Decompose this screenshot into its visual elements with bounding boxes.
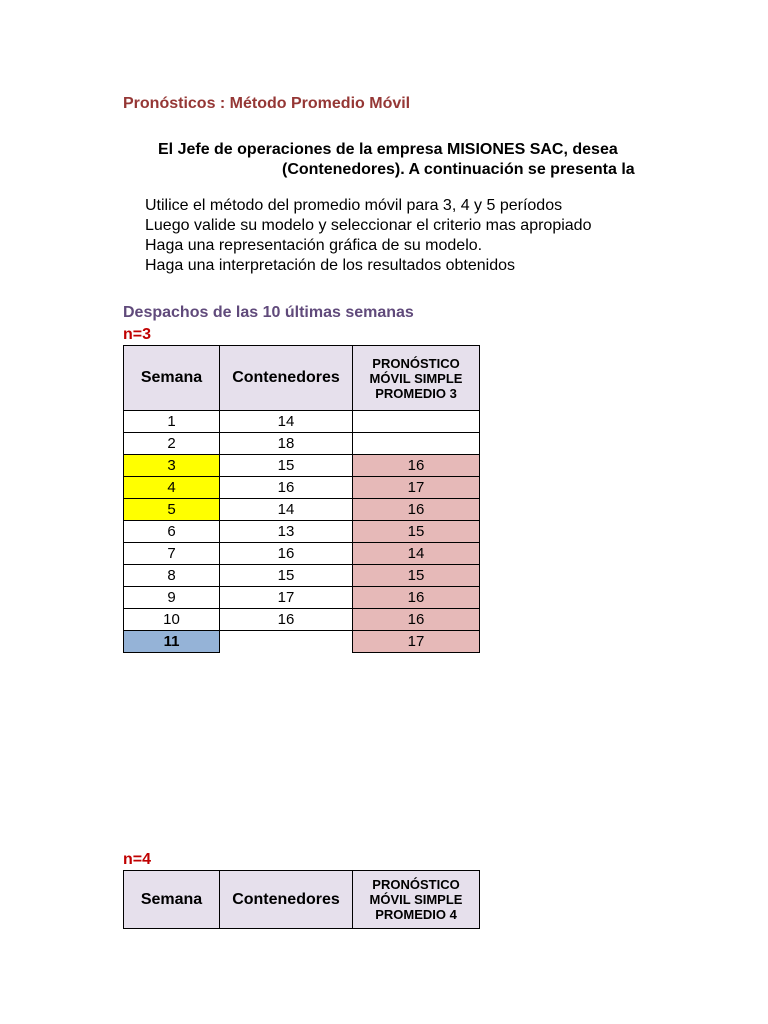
header-row (124, 346, 480, 411)
cell-pronostico: 16 (353, 587, 480, 609)
cell-pronostico: 17 (353, 631, 480, 653)
table-row (124, 499, 480, 521)
header-pronostico: PRONÓSTICO MÓVIL SIMPLE PROMEDIO 4 (353, 871, 480, 929)
cell-semana: 8 (124, 565, 220, 587)
table-row (124, 455, 480, 477)
cell-pronostico: 15 (353, 521, 480, 543)
table-row (124, 609, 480, 631)
cell-semana: 2 (124, 433, 220, 455)
header-pronostico: PRONÓSTICO MÓVIL SIMPLE PROMEDIO 3 (353, 346, 480, 411)
cell-semana: 3 (124, 455, 220, 477)
cell-semana: 1 (124, 411, 220, 433)
section-heading: Despachos de las 10 últimas semanas (123, 304, 414, 321)
task-item: Haga una interpretación de los resultados obtenidos (145, 257, 516, 274)
task-item: Utilice el método del promedio móvil para 3, 4 y 5 períodos (145, 197, 563, 214)
forecast-table-n4 (123, 870, 480, 929)
header-contenedores: Contenedores (220, 871, 353, 929)
cell-pronostico (353, 411, 480, 433)
table-row (124, 543, 480, 565)
table-row (124, 433, 480, 455)
cell-pronostico: 16 (353, 499, 480, 521)
cell-contenedores: 16 (220, 477, 353, 499)
cell-pronostico: 16 (353, 455, 480, 477)
intro-line-2: (Contenedores). A continuación se presenta la (282, 161, 635, 178)
cell-contenedores: 14 (220, 411, 353, 433)
cell-semana: 5 (124, 499, 220, 521)
table-row (124, 587, 480, 609)
cell-contenedores (220, 631, 353, 653)
n3-label: n=3 (123, 326, 152, 343)
cell-pronostico: 15 (353, 565, 480, 587)
table-row (124, 565, 480, 587)
intro-line-1: El Jefe de operaciones de la empresa MISIONES SAC, desea (158, 141, 618, 158)
forecast-table-n3 (123, 345, 480, 653)
cell-pronostico: 17 (353, 477, 480, 499)
cell-semana: 9 (124, 587, 220, 609)
cell-semana: 11 (124, 631, 220, 653)
cell-contenedores: 16 (220, 609, 353, 631)
cell-semana: 7 (124, 543, 220, 565)
header-contenedores: Contenedores (220, 346, 353, 411)
cell-contenedores: 18 (220, 433, 353, 455)
task-item: Haga una representación gráfica de su modelo. (145, 237, 483, 254)
header-semana: Semana (124, 346, 220, 411)
cell-contenedores: 17 (220, 587, 353, 609)
header-semana: Semana (124, 871, 220, 929)
table-row (124, 521, 480, 543)
cell-pronostico (353, 433, 480, 455)
cell-pronostico: 14 (353, 543, 480, 565)
cell-semana: 6 (124, 521, 220, 543)
table-row (124, 411, 480, 433)
cell-semana: 4 (124, 477, 220, 499)
cell-semana: 10 (124, 609, 220, 631)
task-item: Luego valide su modelo y seleccionar el criterio mas apropiado (145, 217, 592, 234)
cell-contenedores: 14 (220, 499, 353, 521)
cell-contenedores: 13 (220, 521, 353, 543)
page-title: Pronósticos : Método Promedio Móvil (123, 95, 411, 112)
intro-clip (0, 0, 678, 190)
cell-contenedores: 16 (220, 543, 353, 565)
table-row (124, 477, 480, 499)
n4-label: n=4 (123, 851, 152, 868)
cell-pronostico: 16 (353, 609, 480, 631)
cell-contenedores: 15 (220, 565, 353, 587)
header-row (124, 871, 480, 929)
table-row-forecast (124, 631, 480, 653)
cell-contenedores: 15 (220, 455, 353, 477)
